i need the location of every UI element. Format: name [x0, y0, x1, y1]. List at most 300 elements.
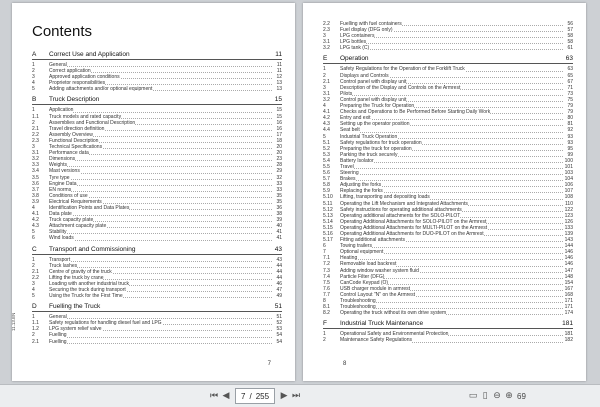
- toc-number: 5.2: [323, 145, 330, 152]
- next-page-icon[interactable]: ▶: [280, 391, 288, 401]
- toc-page: 41: [276, 235, 282, 242]
- toc-title: Loading with another industrial truck: [49, 280, 130, 287]
- fit-page-icon[interactable]: ▭: [468, 391, 478, 401]
- toc-page: 13: [276, 80, 282, 87]
- toc-title: Securing the truck during transport: [49, 287, 126, 293]
- toc-title: Operational Safety and Environmental Protection: [340, 331, 449, 338]
- toc-title: Particle Filter (DFG): [340, 273, 385, 280]
- toc-page: 46: [276, 280, 282, 287]
- zoom-in-icon[interactable]: ⊕: [505, 391, 513, 401]
- toc-title: General: [49, 62, 67, 68]
- toc-page: 167: [564, 285, 573, 292]
- toc-title: Fitting additional attachments: [340, 237, 406, 244]
- toc-number: 2: [32, 332, 35, 339]
- toc-title: Industrial Truck Operation: [340, 133, 398, 140]
- toc-page: 13: [276, 86, 282, 93]
- toc-entry[interactable]: [32, 235, 282, 241]
- toc-title: Conditions of use: [49, 192, 88, 199]
- toc-leader-dots: [340, 49, 563, 50]
- toc-title: Operating Additional Attachments for DUO-PILOT on the Armrest: [340, 231, 484, 237]
- toc-title: Control panel with display unit: [340, 96, 407, 103]
- toc-leader-dots: [49, 240, 272, 241]
- toc-entry[interactable]: [323, 337, 573, 343]
- toc-number: 3.8: [32, 192, 39, 199]
- viewer-toolbar: [0, 384, 600, 407]
- toc-page: 123: [564, 212, 573, 219]
- toc-leader-dots: [49, 343, 272, 344]
- toc-title: Heating: [340, 255, 358, 262]
- toc-page: 63: [567, 66, 573, 73]
- zoom-level[interactable]: 69: [517, 391, 526, 401]
- toc-title: Truck models and rated capacity: [49, 113, 122, 120]
- toc-page: 16: [276, 119, 282, 126]
- toc-leader-dots: [340, 119, 563, 120]
- toc-number: 4.2: [32, 217, 39, 224]
- toc-page: 44: [276, 268, 282, 275]
- toc-page: 33: [276, 186, 282, 193]
- current-page-field[interactable]: 7: [241, 391, 246, 401]
- toc-page: 15: [274, 96, 282, 104]
- toc-title: Adjusting the forks: [340, 182, 382, 189]
- toc-number: E: [323, 55, 328, 63]
- toc-title: Troubleshooting: [340, 298, 376, 305]
- toc-title: Operation: [340, 55, 369, 63]
- toc-page: 104: [564, 176, 573, 183]
- toc-title: Seat belt: [340, 127, 360, 134]
- toc-number: 3.9: [32, 198, 39, 205]
- toc-title: Stability: [49, 229, 67, 236]
- toc-page: 16: [276, 125, 282, 132]
- document-page-right: [303, 3, 586, 381]
- toc-page: 43: [276, 256, 282, 263]
- toc-page: 47: [276, 287, 282, 293]
- toc-title: Operating the Lift Mechanism and Integrated Attachments: [340, 200, 468, 207]
- toc-title: Optional equipment: [340, 249, 384, 256]
- toc-page: 51: [276, 314, 282, 321]
- toc-title: Operating Additional Attachments for MULTI-PILOT on the Armrest: [340, 224, 488, 231]
- toc-title: Maintenance Safety Regulations: [340, 337, 412, 344]
- toc-title: Identification Points and Data Plates: [49, 204, 130, 211]
- previous-page-icon[interactable]: ◀: [222, 391, 230, 401]
- toc-title: Displays and Controls: [340, 72, 389, 79]
- toc-number: 8: [323, 298, 326, 305]
- toc-page: 181: [562, 320, 573, 328]
- toc-number: 2.3: [32, 137, 39, 144]
- toc-number: 5.12: [323, 206, 333, 213]
- toc-number: 4.1: [323, 109, 330, 116]
- toc-number: 1: [32, 314, 35, 321]
- toc-title: Safety regulations for handling diesel fuel and LPG: [49, 320, 162, 327]
- toc-number: 4: [32, 287, 35, 293]
- first-page-icon[interactable]: ⏮: [209, 391, 219, 401]
- toc-number: 4.3: [323, 121, 330, 128]
- toc-number: 6: [32, 235, 35, 242]
- toc-title: Industrial Truck Maintenance: [340, 320, 424, 328]
- toc-title: Operating Additional Attachments for SOLO-PILOT on the Armrest: [340, 218, 487, 225]
- toc-title: Data plate: [49, 211, 72, 218]
- toc-number: 5.8: [323, 182, 330, 189]
- toc-number: 5.5: [323, 163, 330, 170]
- toc-title: Safety Regulations for the Operation of the Forklift Truck: [340, 66, 465, 73]
- toc-page: 103: [564, 170, 573, 177]
- toc-title: Battery Isolator: [340, 157, 374, 164]
- toc-title: Setting up the operator position: [340, 121, 410, 128]
- toc-entry[interactable]: [323, 45, 573, 51]
- toc-number: 3.6: [32, 180, 39, 187]
- toc-leader-dots: [49, 318, 272, 319]
- toc-number: 3.1: [323, 90, 330, 97]
- toc-number: 2.1: [323, 78, 330, 85]
- toc-number: 1: [32, 256, 35, 263]
- toc-page: 54: [276, 338, 282, 345]
- toc-number: 3.2: [323, 45, 330, 52]
- toc-page: 143: [564, 237, 573, 244]
- toc-number: 8.2: [323, 310, 330, 317]
- toc-title: Fuel display (DFG only): [340, 27, 393, 34]
- toc-leader-dots: [49, 267, 272, 268]
- toc-title: LPG containers: [340, 33, 375, 40]
- toc-page: 107: [564, 188, 573, 195]
- toc-title: Checks and Operations to Be Performed Before Starting Daily Work: [340, 109, 491, 116]
- toc-leader-dots: [49, 337, 272, 338]
- toc-page: 15: [276, 107, 282, 114]
- toc-section-heading[interactable]: [323, 319, 573, 329]
- toc-section-heading[interactable]: [32, 50, 282, 60]
- toc-title: LPG tank (C): [340, 45, 370, 52]
- toc-number: 7.2: [323, 261, 330, 268]
- toc-title: Towing trailers: [340, 243, 372, 250]
- toc-page: 93: [567, 133, 573, 140]
- toc-title: Removable load backrest: [340, 261, 397, 268]
- toc-number: 2.1: [32, 125, 39, 132]
- toc-title: Application: [49, 107, 74, 114]
- toc-number: 4.2: [323, 115, 330, 122]
- toc-page: 133: [564, 224, 573, 231]
- toc-title: Electrical Requirements: [49, 198, 102, 205]
- toc-number: 5.10: [323, 194, 333, 201]
- toc-number: 7.6: [323, 285, 330, 292]
- toc-number: 8.1: [323, 304, 330, 311]
- page-separator: /: [249, 391, 252, 401]
- toc-leader-dots: [49, 166, 272, 167]
- toc-leader-dots: [49, 173, 272, 174]
- toc-number: 5.4: [323, 157, 330, 164]
- toc-title: Fuelling the Truck: [49, 303, 101, 311]
- toc-title: Steering: [340, 170, 359, 177]
- toc-page: 174: [564, 310, 573, 317]
- toc-page: 53: [276, 326, 282, 333]
- toc-number: 5: [323, 133, 326, 140]
- toc-page: 79: [567, 103, 573, 110]
- toc-number: 5.17: [323, 237, 333, 244]
- toc-title: Truck capacity plate: [49, 217, 94, 224]
- toc-page: 20: [276, 150, 282, 157]
- toc-section-heading[interactable]: [32, 95, 282, 105]
- toc-title: Correct application: [49, 68, 91, 75]
- toc-page: 148: [564, 273, 573, 280]
- toc-page: 18: [276, 137, 282, 144]
- toc-title: Description of the Display and Controls on the Armrest: [340, 84, 461, 91]
- toc-page: 101: [564, 163, 573, 170]
- toc-number: 3.2: [323, 96, 330, 103]
- toc-number: 5: [32, 86, 35, 93]
- toc-page: 110: [565, 200, 573, 207]
- toc-page: 63: [565, 55, 573, 63]
- toc-entry[interactable]: [32, 293, 282, 299]
- toc-page: 32: [276, 174, 282, 181]
- toc-title: Attachment capacity plate: [49, 223, 107, 230]
- toc-number: C: [32, 245, 37, 253]
- toc-number: 2: [323, 337, 326, 344]
- toc-title: Lifting the truck by crane: [49, 274, 104, 281]
- toc-title: Control panel with display unit: [340, 78, 407, 85]
- toc-page: 71: [567, 84, 573, 91]
- toc-page: 56: [567, 21, 573, 27]
- toc-number: 1.1: [32, 113, 39, 120]
- toc-page: 20: [276, 144, 282, 151]
- toc-section-heading[interactable]: [32, 245, 282, 255]
- toc-number: 1: [32, 62, 35, 68]
- toc-title: Pilots: [340, 90, 353, 97]
- toc-number: 2: [32, 262, 35, 269]
- toc-page: 49: [276, 293, 282, 300]
- toc-leader-dots: [49, 215, 272, 216]
- toc-leader-dots: [340, 180, 563, 181]
- toc-title: Transport and Commissioning: [49, 245, 136, 253]
- toc-title: Proprietor responsibilities: [49, 80, 106, 87]
- toc-number: 5.1: [323, 139, 330, 146]
- toc-number: 3: [323, 84, 326, 91]
- last-page-icon[interactable]: ⏭: [291, 391, 301, 401]
- toc-title: Dimensions: [49, 156, 76, 163]
- toc-page: 54: [276, 332, 282, 339]
- toc-page: 39: [276, 217, 282, 224]
- toc-page: 61: [567, 45, 573, 52]
- toc-number: 5.11: [323, 200, 333, 207]
- toc-title: Transport: [49, 256, 71, 263]
- toc-page: 35: [276, 198, 282, 205]
- toc-title: Mast versions: [49, 168, 80, 175]
- toc-title: Approved application conditions: [49, 74, 120, 81]
- toc-page: 28: [276, 162, 282, 169]
- toc-page: 67: [567, 78, 573, 85]
- toc-number: 5.7: [323, 176, 330, 183]
- toc-title: Preparing the Truck for Operation: [340, 103, 415, 110]
- toc-number: 5.13: [323, 212, 333, 219]
- two-page-view-icon[interactable]: ▯: [482, 391, 488, 401]
- toc-page: 92: [567, 127, 573, 134]
- toc-page: 12: [276, 74, 282, 81]
- page-number: 8: [343, 361, 347, 367]
- toc-number: 5: [32, 229, 35, 236]
- toc-leader-dots: [340, 95, 563, 96]
- toc-title: Troubleshooting: [340, 304, 376, 311]
- toc-number: 4.4: [323, 127, 330, 134]
- toc-page: 23: [276, 156, 282, 163]
- toc-page: 171: [564, 298, 573, 305]
- toc-page: 146: [564, 255, 573, 262]
- toc-number: B: [32, 96, 37, 104]
- toc-page: 147: [564, 267, 573, 274]
- table-of-contents: [32, 47, 282, 345]
- toc-leader-dots: [340, 259, 563, 260]
- toc-page: 75: [567, 96, 573, 103]
- toc-number: 3.2: [32, 156, 39, 163]
- toc-title: Correct Use and Application: [49, 51, 130, 58]
- toc-page: 33: [276, 180, 282, 187]
- toc-title: Entry and exit: [340, 115, 371, 122]
- toc-page: 182: [564, 337, 573, 344]
- toc-section-heading[interactable]: [32, 302, 282, 312]
- toc-number: 3: [32, 280, 35, 287]
- toc-number: 2.2: [32, 274, 39, 281]
- toc-page: 52: [276, 320, 282, 327]
- toc-title: Fuelling: [49, 338, 67, 345]
- toc-title: Assembly Overview: [49, 131, 93, 138]
- toc-page: 38: [276, 211, 282, 218]
- toc-leader-dots: [340, 168, 563, 169]
- toc-page: 108: [564, 194, 573, 201]
- toc-number: 1: [323, 66, 326, 73]
- toc-title: Using the Truck for the First Time: [49, 293, 123, 300]
- toc-page: 81: [567, 121, 573, 128]
- toc-number: 2.1: [32, 338, 39, 345]
- toc-page: 44: [276, 262, 282, 269]
- toc-page: 146: [564, 249, 573, 256]
- toc-page: 17: [276, 131, 282, 138]
- toc-number: 3: [32, 74, 35, 81]
- toc-number: 1.2: [32, 326, 39, 333]
- toc-title: USB charger module in armrest: [340, 285, 411, 292]
- toc-number: 1.1: [32, 320, 39, 327]
- toc-page: 11: [276, 62, 282, 68]
- toc-number: 5.14: [323, 218, 333, 225]
- toc-page: 93: [567, 139, 573, 146]
- page-indicator[interactable]: [235, 388, 275, 404]
- toc-title: Travel: [340, 163, 354, 170]
- toc-page: 168: [564, 291, 573, 298]
- toc-page: 35: [276, 192, 282, 199]
- toc-number: 7.4: [323, 273, 330, 280]
- toc-page: 73: [567, 90, 573, 97]
- toc-number: 7.1: [323, 255, 330, 262]
- toc-page: 58: [567, 39, 573, 46]
- toc-leader-dots: [49, 261, 272, 262]
- toc-page: 126: [564, 218, 573, 225]
- total-pages: 255: [255, 391, 270, 401]
- toc-page: 99: [567, 151, 573, 158]
- toc-page: 65: [567, 72, 573, 79]
- toc-title: EN norms: [49, 186, 72, 193]
- toc-number: 6: [323, 243, 326, 250]
- toc-number: 3.5: [32, 174, 39, 181]
- toc-leader-dots: [49, 66, 272, 67]
- toc-entry[interactable]: [323, 310, 573, 316]
- document-page-left: [12, 3, 295, 381]
- toc-number: 4.3: [32, 223, 39, 230]
- toc-leader-dots: [49, 160, 272, 161]
- toc-page: 41: [276, 229, 282, 236]
- toc-page: 181: [564, 331, 573, 338]
- toc-title: Adding window washer system fluid: [340, 267, 419, 274]
- toc-page: 95: [567, 145, 573, 152]
- toc-number: 3.7: [32, 186, 39, 193]
- zoom-out-icon[interactable]: ⊖: [493, 391, 501, 401]
- toc-title: Preparing the truck for operation: [340, 145, 412, 152]
- toc-page: 79: [567, 109, 573, 116]
- toc-number: 3: [323, 33, 326, 40]
- toc-leader-dots: [340, 43, 563, 44]
- toc-number: 2.2: [323, 21, 330, 27]
- toc-page: 146: [564, 261, 573, 268]
- toc-number: 4: [32, 80, 35, 87]
- toc-number: A: [32, 51, 37, 58]
- toc-title: LPG bottles: [340, 39, 367, 46]
- document-code: 11.13.EN: [11, 312, 16, 331]
- toc-number: 4: [32, 204, 35, 211]
- toc-number: 5.9: [323, 188, 330, 195]
- toc-leader-dots: [49, 179, 272, 180]
- toc-number: 3.1: [32, 150, 39, 157]
- toc-title: Brakes: [340, 176, 356, 183]
- toc-page: 106: [564, 182, 573, 189]
- toc-title: General: [49, 314, 67, 321]
- toc-leader-dots: [340, 132, 563, 133]
- toc-title: Parking the truck securely: [340, 151, 398, 158]
- toc-page: 36: [276, 204, 282, 211]
- toc-page: 44: [276, 274, 282, 281]
- toc-number: 5.15: [323, 224, 333, 231]
- toc-page: 29: [276, 168, 282, 175]
- toc-title: Fuelling with fuel containers: [340, 21, 402, 27]
- toc-number: 7.7: [323, 291, 330, 298]
- toc-title: Safety regulations for truck operation: [340, 139, 422, 146]
- toc-entry[interactable]: [32, 86, 282, 92]
- toc-entry[interactable]: [32, 339, 282, 345]
- toc-title: Truck Description: [49, 96, 100, 104]
- toc-number: 5.16: [323, 231, 333, 237]
- toc-number: 2: [32, 68, 35, 75]
- toc-page: 80: [567, 115, 573, 122]
- toc-title: Replacing the forks: [340, 188, 383, 195]
- toc-title: Centre of gravity of the truck: [49, 268, 112, 275]
- toc-title: LPG system relief valve: [49, 326, 102, 333]
- toc-page: 100: [564, 157, 573, 164]
- toc-page: 58: [567, 33, 573, 40]
- toc-page: 40: [276, 223, 282, 230]
- toc-title: Fuelling: [49, 332, 67, 339]
- toc-page: 154: [564, 279, 573, 286]
- toc-number: F: [323, 320, 327, 328]
- toc-number: 7: [323, 249, 326, 256]
- toc-title: Safety instructions for operating additional attachments: [340, 206, 462, 213]
- toc-title: Functional Description: [49, 137, 99, 144]
- toc-leader-dots: [340, 174, 563, 175]
- toc-number: 2: [323, 72, 326, 79]
- toc-leader-dots: [49, 185, 272, 186]
- toc-number: 5.6: [323, 170, 330, 177]
- toc-title: Operating additional attachments for the SOLO-PILOT: [340, 212, 461, 219]
- toc-title: Travel direction definition: [49, 125, 105, 132]
- toc-leader-dots: [49, 112, 272, 113]
- toc-number: 7.5: [323, 279, 330, 286]
- toc-title: Performance data: [49, 150, 89, 157]
- toc-number: 4.1: [32, 211, 39, 218]
- toc-title: Tyre type: [49, 174, 70, 181]
- toc-section-heading[interactable]: [323, 54, 573, 64]
- toc-number: 1: [32, 107, 35, 114]
- toc-number: 2.2: [32, 131, 39, 138]
